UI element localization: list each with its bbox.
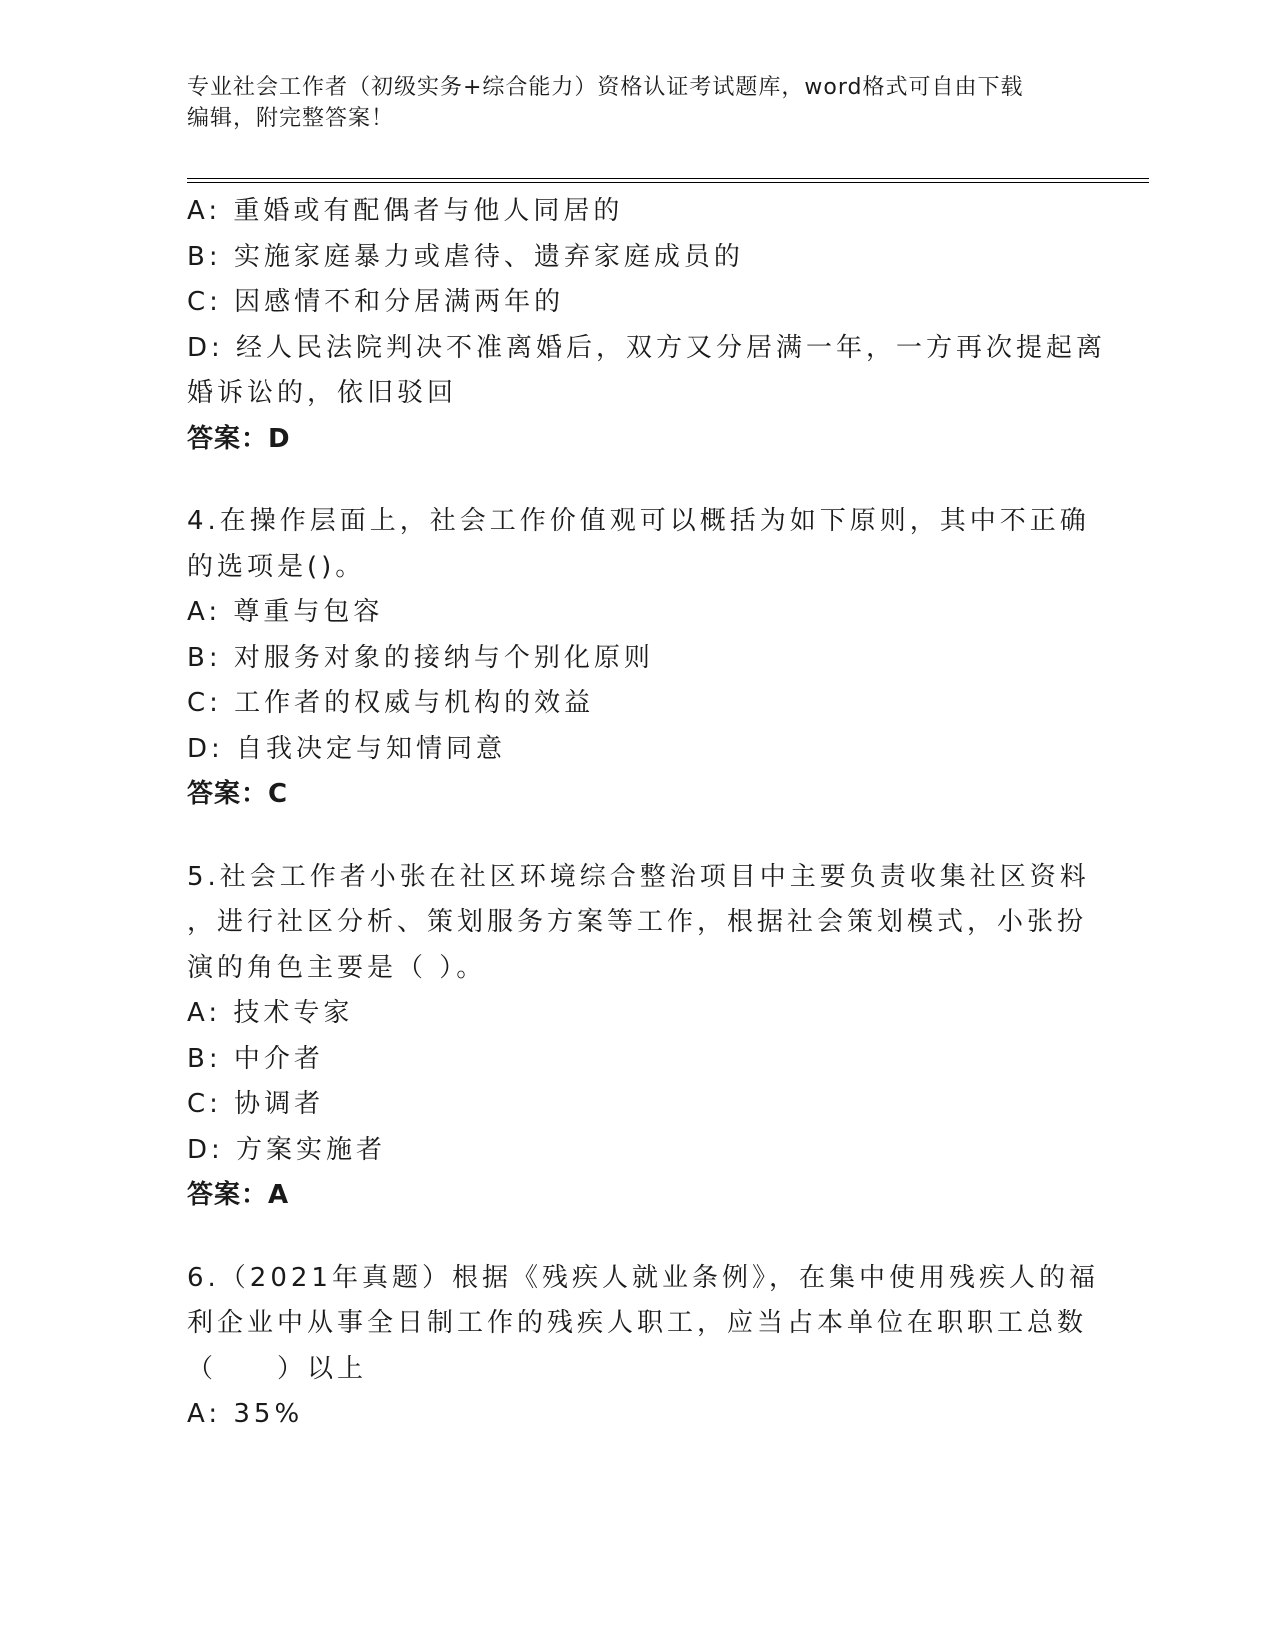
question-4	[187, 499, 1090, 818]
header-line-1: 专业社会工作者（初级实务+综合能力）资格认证考试题库，word格式可自由下载	[187, 75, 1024, 100]
option-c: C: 因感情不和分居满两年的	[187, 287, 565, 317]
option-d: D: 自我决定与知情同意	[187, 733, 507, 764]
question-stem: 6.（2021年真题）根据《残疾人就业条例》，在集中使用残疾人的福	[187, 1262, 1099, 1293]
answer: 答案：C	[187, 779, 289, 809]
question-stem: 利企业中从事全日制工作的残疾人职工，应当占本单位在职职工总数	[187, 1308, 1088, 1338]
option-a: A: 35%	[187, 1399, 304, 1429]
document-header	[187, 72, 1087, 134]
option-b: B: 实施家庭暴力或虐待、遗弃家庭成员的	[187, 241, 744, 272]
question-stem: 的选项是()。	[187, 551, 366, 582]
question-5	[187, 855, 1090, 1219]
question-6	[187, 1256, 1099, 1438]
answer: 答案：D	[187, 423, 291, 454]
question-stem: （ ）以上	[187, 1353, 368, 1384]
option-d-continued: 婚诉讼的，依旧驳回	[187, 378, 458, 408]
question-stem: 4.在操作层面上，社会工作价值观可以概括为如下原则，其中不正确	[187, 506, 1090, 536]
question-3	[187, 189, 1107, 462]
question-stem: 5.社会工作者小张在社区环境综合整治项目中主要负责收集社区资料	[187, 861, 1090, 892]
option-a: A: 尊重与包容	[187, 597, 384, 627]
option-d: D: 经人民法院判决不准离婚后，双方又分居满一年，一方再次提起离	[187, 332, 1107, 363]
option-c: C: 工作者的权威与机构的效益	[187, 688, 595, 718]
header-divider-top	[187, 178, 1149, 179]
option-b: B: 对服务对象的接纳与个别化原则	[187, 642, 654, 673]
option-a: A: 重婚或有配偶者与他人同居的	[187, 196, 624, 226]
option-a: A: 技术专家	[187, 998, 354, 1028]
question-stem: ，进行社区分析、策划服务方案等工作，根据社会策划模式，小张扮	[187, 907, 1088, 937]
header-line-2: 编辑，附完整答案！	[187, 106, 395, 131]
option-b: B: 中介者	[187, 1043, 324, 1074]
question-list	[187, 189, 1107, 1438]
question-stem: 演的角色主要是（ ）。	[187, 952, 487, 983]
header-divider-bottom	[187, 182, 1149, 183]
option-d: D: 方案实施者	[187, 1134, 387, 1165]
answer: 答案：A	[187, 1180, 290, 1210]
option-c: C: 协调者	[187, 1089, 325, 1119]
